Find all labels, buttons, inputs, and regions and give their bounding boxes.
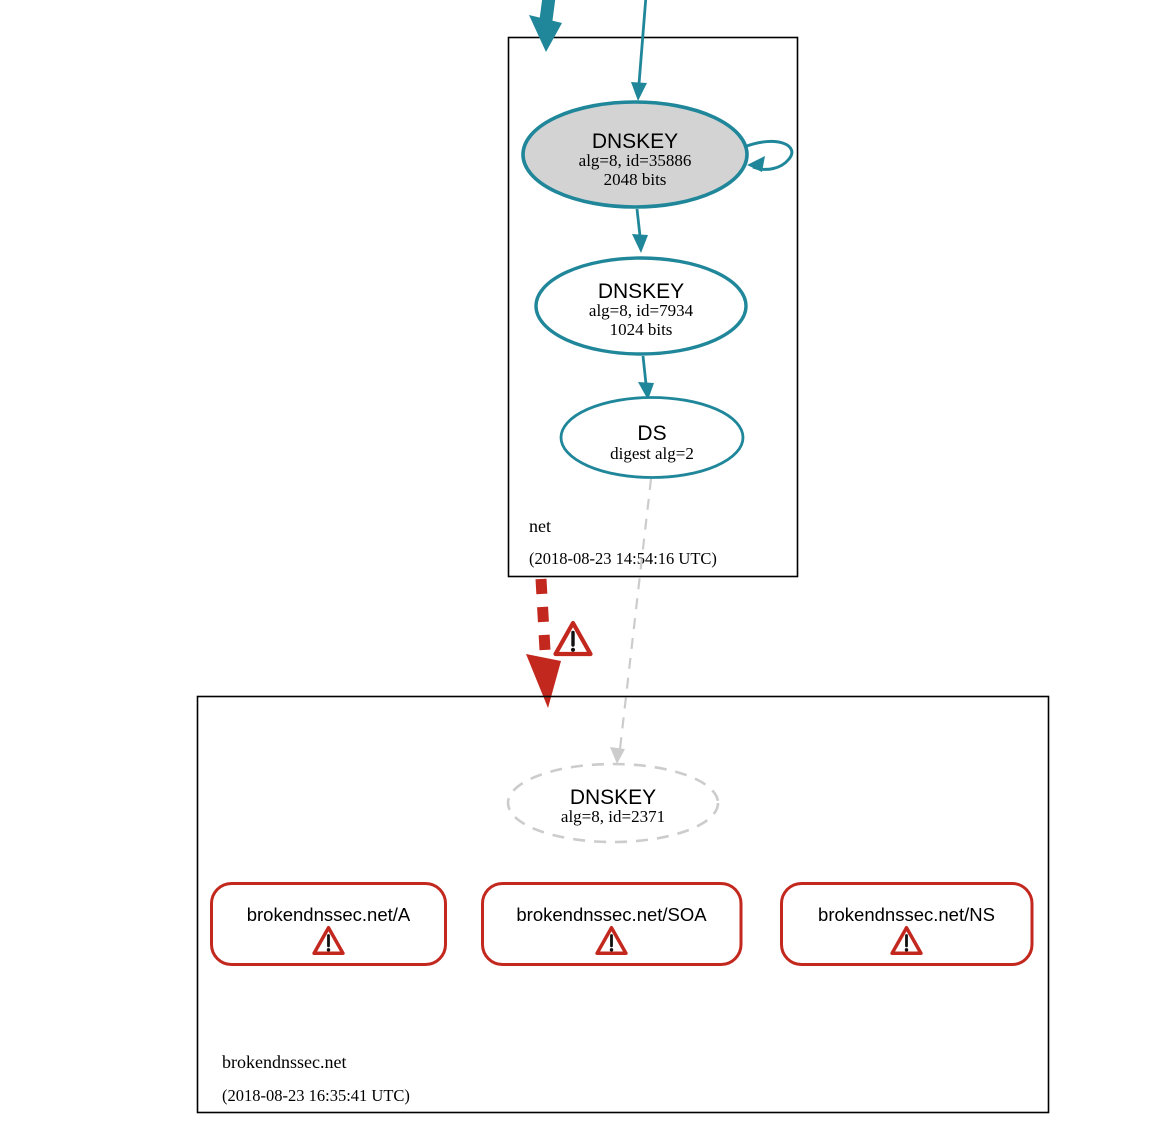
node-rrset-soa[interactable] — [483, 884, 742, 965]
dnskey-35886-title: DNSKEY — [591, 130, 679, 153]
zone-broken-timestamp: (2018-08-23 16:35:41 UTC) — [222, 1086, 410, 1105]
edge-incoming-dnskey — [631, 0, 647, 101]
zone-broken-label: brokendnssec.net — [222, 1052, 347, 1072]
zone-net-timestamp: (2018-08-23 14:54:16 UTC) — [529, 549, 717, 568]
dnskey-2371-detail: alg=8, id=2371 — [560, 807, 666, 826]
rrset-soa-label: brokendnssec.net/SOA — [516, 904, 707, 925]
node-dnskey-35886[interactable] — [523, 102, 792, 207]
node-rrset-ns[interactable] — [782, 884, 1033, 965]
rrset-a-label: brokendnssec.net/A — [246, 904, 411, 925]
dnskey-7934-detail: alg=8, id=7934 — [588, 301, 694, 320]
edge-bogus-delegation — [526, 579, 561, 708]
edge-self-sign-loop — [744, 141, 792, 172]
dnskey-35886-detail: alg=8, id=35886 — [578, 151, 692, 170]
rrset-ns-label: brokendnssec.net/NS — [818, 904, 995, 925]
ds-title: DS — [637, 422, 667, 445]
edge-zsk-to-ds — [638, 356, 654, 400]
edge-ksk-to-zsk — [632, 209, 648, 253]
node-dnskey-2371[interactable] — [508, 764, 718, 842]
zone-net-label: net — [529, 516, 551, 536]
edge-ds-to-child-dnskey — [610, 479, 651, 764]
dnskey-7934-bits: 1024 bits — [609, 320, 673, 339]
node-rrset-a[interactable] — [212, 884, 446, 965]
ds-detail: digest alg=2 — [610, 444, 694, 463]
edge-incoming-ds-chain — [529, 0, 562, 52]
dnskey-2371-title: DNSKEY — [569, 786, 657, 809]
dnskey-7934-title: DNSKEY — [597, 280, 685, 303]
node-ds[interactable] — [561, 398, 743, 478]
node-dnskey-7934[interactable] — [536, 258, 746, 354]
warning-icon — [556, 623, 591, 654]
dnskey-35886-bits: 2048 bits — [603, 170, 667, 189]
